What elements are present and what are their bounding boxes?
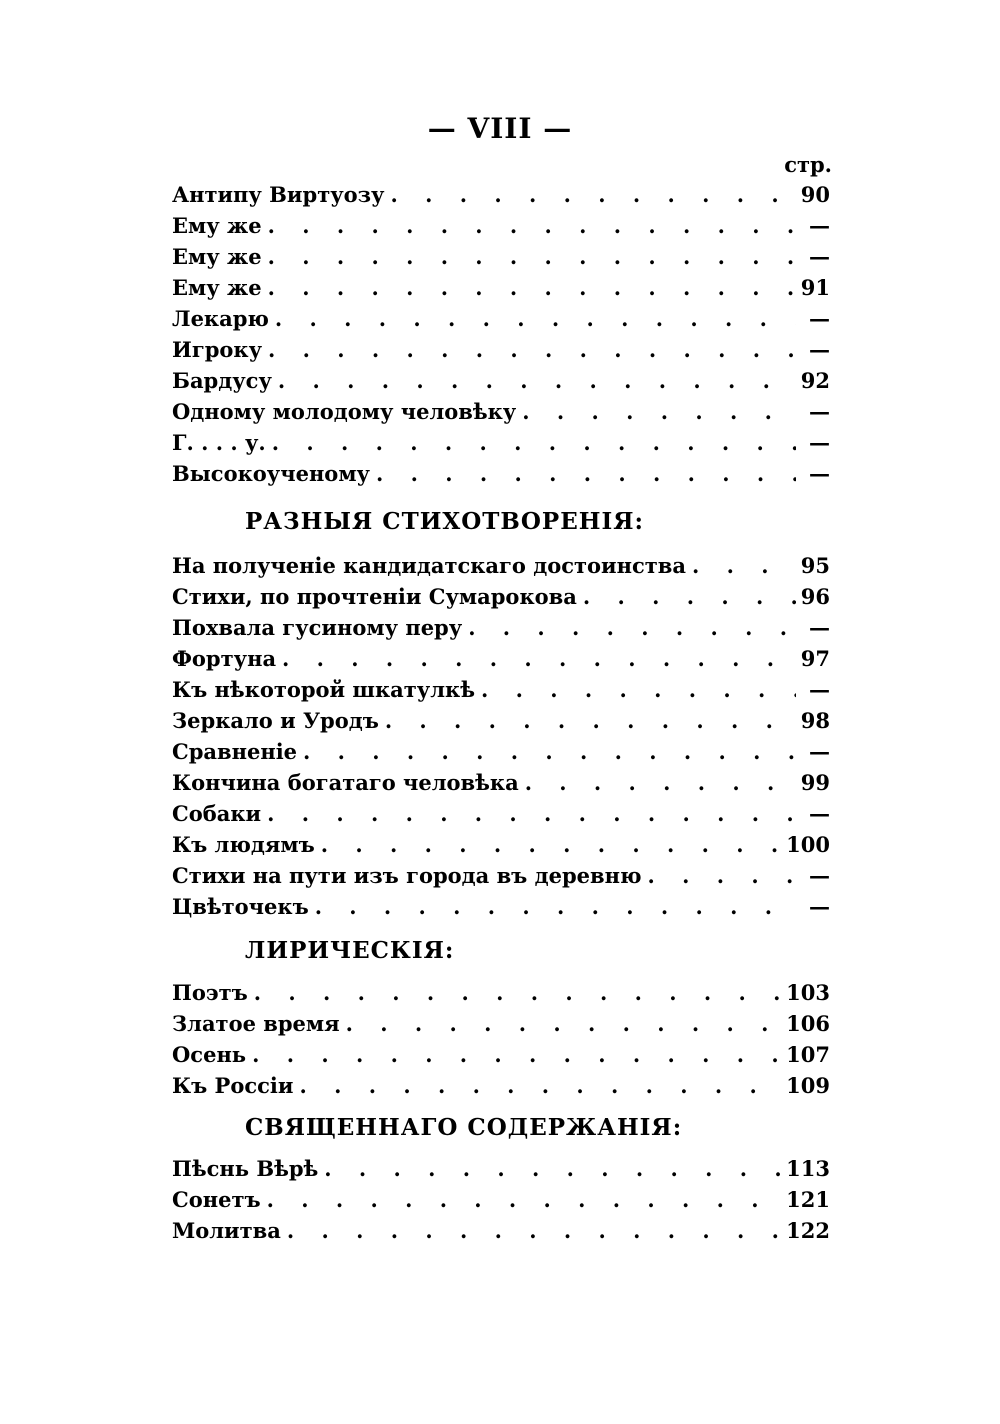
toc-entry-page: — bbox=[809, 801, 830, 826]
toc-entry bbox=[172, 241, 830, 272]
toc-entry-page: 121 bbox=[786, 1187, 830, 1212]
toc-entry-page: — bbox=[809, 677, 830, 702]
toc-entry-title: Фортуна bbox=[172, 646, 277, 671]
toc-entry-page: 91 bbox=[800, 275, 830, 300]
toc-entry-title: Пѣснь Вѣрѣ bbox=[172, 1156, 319, 1181]
toc-entry-page: 106 bbox=[786, 1011, 830, 1036]
toc-section-4 bbox=[172, 1153, 830, 1246]
toc-entry-title: На полученіе кандидатскаго достоинства bbox=[172, 553, 686, 578]
toc-entry-page: — bbox=[809, 894, 830, 919]
toc-entry-page: 97 bbox=[800, 646, 830, 671]
toc-entry-page: — bbox=[809, 399, 830, 424]
toc-entry bbox=[172, 581, 830, 612]
toc-entry-title: Ему же bbox=[172, 244, 262, 269]
section-heading: ЛИРИЧЕСКІЯ: bbox=[245, 937, 455, 964]
dot-leader bbox=[254, 977, 782, 1008]
toc-entry-title: Лекарю bbox=[172, 306, 269, 331]
toc-entry-page: 99 bbox=[800, 770, 830, 795]
dot-leader bbox=[303, 736, 796, 767]
dot-leader bbox=[346, 1008, 783, 1039]
toc-entry bbox=[172, 272, 830, 303]
toc-entry-page: — bbox=[809, 306, 830, 331]
dot-leader bbox=[481, 674, 796, 705]
toc-entry-title: Игроку bbox=[172, 337, 263, 362]
section-heading: РАЗНЫЯ СТИХОТВОРЕНІЯ: bbox=[245, 508, 644, 535]
dot-leader bbox=[583, 581, 796, 612]
toc-entry-title: Высокоученому bbox=[172, 461, 371, 486]
dot-leader bbox=[275, 303, 796, 334]
toc-entry-title: Антипу Виртуозу bbox=[172, 182, 385, 207]
toc-entry-page: 103 bbox=[786, 980, 830, 1005]
toc-entry-page: 122 bbox=[786, 1218, 830, 1243]
dot-leader bbox=[268, 272, 796, 303]
page-column-header: стр. bbox=[784, 152, 832, 177]
toc-entry-title: Къ нѣкоторой шкатулкѣ bbox=[172, 677, 475, 702]
toc-entry bbox=[172, 334, 830, 365]
toc-entry-title: Поэтъ bbox=[172, 980, 248, 1005]
page-number: — VIII — bbox=[427, 112, 573, 145]
toc-entry-title: Молитва bbox=[172, 1218, 281, 1243]
toc-entry bbox=[172, 829, 830, 860]
toc-entry-title: Осень bbox=[172, 1042, 247, 1067]
dot-leader bbox=[267, 1184, 783, 1215]
dot-leader bbox=[525, 767, 796, 798]
toc-entry bbox=[172, 550, 830, 581]
toc-entry bbox=[172, 427, 830, 458]
toc-entry bbox=[172, 612, 830, 643]
toc-entry-page: 90 bbox=[800, 182, 830, 207]
dot-leader bbox=[692, 550, 796, 581]
toc-entry-page: 107 bbox=[786, 1042, 830, 1067]
toc-entry-title: Ему же bbox=[172, 275, 262, 300]
toc-entry bbox=[172, 1215, 830, 1246]
toc-entry-page: 95 bbox=[800, 553, 830, 578]
dot-leader bbox=[282, 643, 796, 674]
toc-entry-page: — bbox=[809, 461, 830, 486]
toc-entry-page: 109 bbox=[786, 1073, 830, 1098]
toc-entry bbox=[172, 1008, 830, 1039]
toc-entry-page: — bbox=[809, 337, 830, 362]
toc-entry-title: Къ Россіи bbox=[172, 1073, 294, 1098]
toc-entry-title: Зеркало и Уродъ bbox=[172, 708, 379, 733]
dot-leader bbox=[252, 1039, 782, 1070]
toc-entry-page: 96 bbox=[800, 584, 830, 609]
dot-leader bbox=[299, 1070, 782, 1101]
toc-section-3 bbox=[172, 977, 830, 1101]
toc-entry-title: Стихи, по прочтеніи Сумарокова bbox=[172, 584, 577, 609]
toc-entry bbox=[172, 1184, 830, 1215]
toc-entry bbox=[172, 705, 830, 736]
dot-leader bbox=[385, 705, 796, 736]
toc-entry-page: — bbox=[809, 863, 830, 888]
dot-leader bbox=[522, 396, 796, 427]
toc-entry-page: — bbox=[809, 244, 830, 269]
toc-entry bbox=[172, 891, 830, 922]
toc-entry bbox=[172, 1039, 830, 1070]
toc-entry-title: Г. . . . у. bbox=[172, 430, 266, 455]
toc-entry bbox=[172, 210, 830, 241]
toc-entry-page: 113 bbox=[786, 1156, 830, 1181]
dot-leader bbox=[468, 612, 796, 643]
toc-entry bbox=[172, 396, 830, 427]
toc-entry-title: Похвала гусиному перу bbox=[172, 615, 463, 640]
toc-entry bbox=[172, 179, 830, 210]
toc-entry-title: Златое время bbox=[172, 1011, 340, 1036]
toc-entry bbox=[172, 977, 830, 1008]
toc-entry bbox=[172, 860, 830, 891]
toc-entry-title: Сонетъ bbox=[172, 1187, 261, 1212]
toc-group-1 bbox=[172, 179, 830, 489]
toc-entry-title: Одному молодому человѣку bbox=[172, 399, 517, 424]
toc-entry bbox=[172, 736, 830, 767]
toc-entry-page: — bbox=[809, 430, 830, 455]
dot-leader bbox=[268, 334, 796, 365]
dot-leader bbox=[268, 210, 796, 241]
toc-entry-page: 92 bbox=[800, 368, 830, 393]
dot-leader bbox=[268, 241, 796, 272]
dot-leader bbox=[376, 458, 796, 489]
toc-entry-page: — bbox=[809, 213, 830, 238]
toc-entry bbox=[172, 798, 830, 829]
toc-entry-page: — bbox=[809, 739, 830, 764]
toc-entry-title: Собаки bbox=[172, 801, 262, 826]
toc-entry bbox=[172, 458, 830, 489]
toc-entry-title: Кончина богатаго человѣка bbox=[172, 770, 519, 795]
dot-leader bbox=[391, 179, 796, 210]
toc-entry-title: Къ людямъ bbox=[172, 832, 315, 857]
dot-leader bbox=[324, 1153, 782, 1184]
dot-leader bbox=[315, 891, 796, 922]
toc-entry-page: 98 bbox=[800, 708, 830, 733]
dot-leader bbox=[272, 427, 796, 458]
toc-entry-title: Цвѣточекъ bbox=[172, 894, 309, 919]
dot-leader bbox=[287, 1215, 782, 1246]
dot-leader bbox=[267, 798, 796, 829]
toc-entry bbox=[172, 643, 830, 674]
toc-entry-page: 100 bbox=[786, 832, 830, 857]
toc-entry-title: Бардусу bbox=[172, 368, 272, 393]
toc-entry-title: Стихи на пути изъ города въ деревню bbox=[172, 863, 642, 888]
toc-entry bbox=[172, 303, 830, 334]
toc-entry-title: Ему же bbox=[172, 213, 262, 238]
toc-entry-page: — bbox=[809, 615, 830, 640]
toc-entry bbox=[172, 1153, 830, 1184]
toc-entry bbox=[172, 1070, 830, 1101]
section-heading: СВЯЩЕННАГО СОДЕРЖАНІЯ: bbox=[245, 1114, 683, 1141]
dot-leader bbox=[321, 829, 782, 860]
dot-leader bbox=[278, 365, 796, 396]
toc-entry bbox=[172, 365, 830, 396]
toc-entry bbox=[172, 674, 830, 705]
toc-entry bbox=[172, 767, 830, 798]
toc-entry-title: Сравненіе bbox=[172, 739, 298, 764]
toc-section-2 bbox=[172, 550, 830, 922]
dot-leader bbox=[648, 860, 797, 891]
